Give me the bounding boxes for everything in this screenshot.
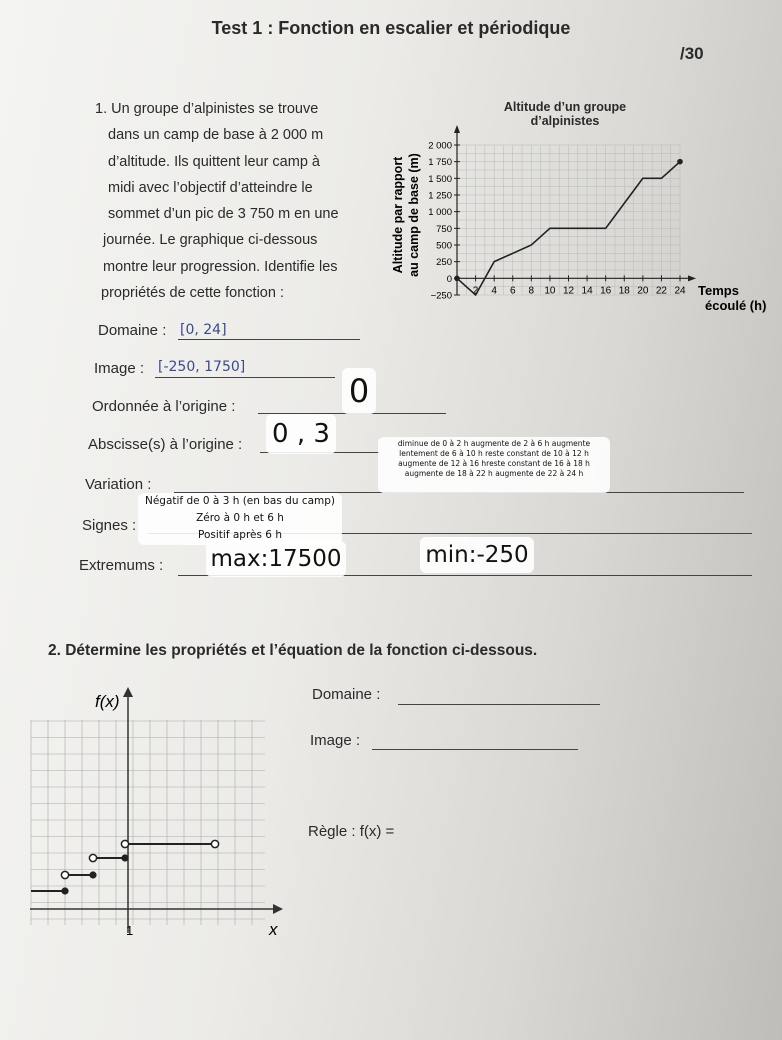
- x-tick-label: 2: [472, 285, 479, 297]
- q1-line: journée. Le graphique ci-dessous: [103, 232, 318, 249]
- score-total: /30: [680, 44, 704, 63]
- x-tick-label: 4: [491, 285, 497, 297]
- y-tick-label: 500: [436, 240, 452, 252]
- q1-line: sommet d’un pic de 3 750 m en une: [108, 206, 339, 223]
- test-title: Test 1 : Fonction en escalier et périodique: [211, 18, 571, 38]
- y-axis-label: Altitude par rapport au camp de base (m): [391, 153, 421, 277]
- x-tick-label: 20: [637, 285, 649, 297]
- q2-label-regle: Règle : f(x) =: [308, 823, 395, 840]
- signes-zero: Zéro à 0 h et 6 h: [196, 512, 284, 524]
- answer-max: max:17500: [206, 541, 346, 577]
- data-point-marker: [454, 276, 460, 282]
- label-image: Image :: [94, 360, 145, 377]
- x-tick-label: 12: [562, 285, 575, 297]
- label-signes: Signes :: [82, 517, 137, 534]
- q2-label-domaine: Domaine :: [312, 686, 381, 703]
- x-tick-label: 6: [509, 285, 516, 297]
- open-endpoint: [89, 854, 96, 861]
- answer-line: [398, 704, 600, 705]
- signes-negative: Négatif de 0 à 3 h (en bas du camp): [144, 495, 336, 507]
- open-endpoint: [211, 840, 218, 847]
- closed-endpoint: [121, 854, 128, 861]
- y-tick-label: 1 000: [428, 207, 452, 219]
- answer-line: [155, 377, 335, 378]
- step-function-graph: [25, 685, 295, 940]
- x-tick-label: 14: [581, 285, 593, 297]
- question-1-text: [95, 96, 365, 306]
- x-axis-arrow-icon: [688, 275, 696, 281]
- q1-line: montre leur progression. Identifie les: [103, 258, 338, 275]
- q1-line: d’altitude. Ils quittent leur camp à: [108, 153, 320, 170]
- q1-line: 1. Un groupe d’alpinistes se trouve: [95, 101, 319, 117]
- x-tick-label: 22: [655, 285, 667, 297]
- answer-variation: diminue de 0 à 2 h augmente de 2 à 6 h augmente lentement de 6 à 10 h reste constant de 10 à 12 h augmente de 12 à 16 hreste constant de 16 à 18 h augmente de 18 à 22 h augmente de 22 à 24 h: [378, 437, 610, 493]
- open-endpoint: [121, 840, 128, 847]
- x-tick-label: 10: [544, 285, 556, 297]
- y-tick-label: 750: [436, 223, 452, 235]
- x-tick-label: 16: [600, 285, 612, 297]
- q1-line: dans un camp de base à 2 000 m: [108, 127, 324, 144]
- closed-endpoint: [61, 887, 68, 894]
- signes-positive: Positif après 6 h: [198, 529, 282, 541]
- label-variation: Variation :: [85, 476, 152, 493]
- answer-signes: [138, 493, 342, 545]
- label-domaine: Domaine :: [98, 322, 167, 339]
- x-axis-arrow-icon: [273, 904, 283, 914]
- x-axis-label: Temps écoulé (h): [698, 283, 767, 313]
- y-axis-arrow-icon: [454, 125, 460, 133]
- question-2-text: 2. Détermine les propriétés et l’équation de la fonction ci-dessous.: [48, 642, 538, 659]
- answer-line: [178, 339, 360, 340]
- altitude-chart: [380, 115, 780, 325]
- closed-endpoint: [89, 871, 96, 878]
- label-extremums: Extremums :: [79, 557, 164, 574]
- label-ordonnee: Ordonnée à l’origine :: [92, 398, 236, 415]
- y-tick-label: 250: [436, 257, 452, 269]
- y-tick-label: 2 000: [428, 140, 452, 152]
- step-graph-x-label: x: [269, 920, 278, 939]
- handwritten-domaine: [0, 24]: [180, 322, 227, 338]
- x-tick-label: 8: [528, 285, 535, 297]
- answer-abscisse: 0 , 3: [266, 414, 336, 454]
- step-graph-tick-one: 1: [126, 923, 134, 938]
- step-graph-y-label: f(x): [95, 692, 120, 711]
- answer-line: [372, 749, 578, 750]
- x-tick-label: 18: [618, 285, 630, 297]
- chart-title-line: d’alpinistes: [530, 114, 600, 128]
- y-axis-arrow-icon: [123, 687, 133, 697]
- open-endpoint: [61, 871, 68, 878]
- handwritten-image: [-250, 1750]: [158, 359, 246, 375]
- q1-line: propriétés de cette fonction :: [101, 285, 284, 302]
- q1-line: midi avec l’objectif d’atteindre le: [108, 179, 313, 196]
- answer-ordonnee: 0: [342, 368, 376, 414]
- y-tick-label: 0: [446, 273, 452, 285]
- chart-gridlines: [457, 145, 680, 295]
- chart-title-line: Altitude d’un groupe: [503, 100, 627, 114]
- x-tick-label: 24: [674, 285, 686, 297]
- y-tick-label: 1 750: [428, 157, 452, 169]
- y-tick-label: 1 500: [428, 173, 452, 185]
- label-abscisse: Abscisse(s) à l’origine :: [88, 436, 243, 453]
- y-tick-label: 1 250: [428, 190, 452, 202]
- answer-min: min:-250: [420, 537, 534, 573]
- q2-label-image: Image :: [310, 732, 361, 749]
- y-tick-label: −250: [430, 290, 452, 302]
- data-point-marker: [677, 159, 683, 165]
